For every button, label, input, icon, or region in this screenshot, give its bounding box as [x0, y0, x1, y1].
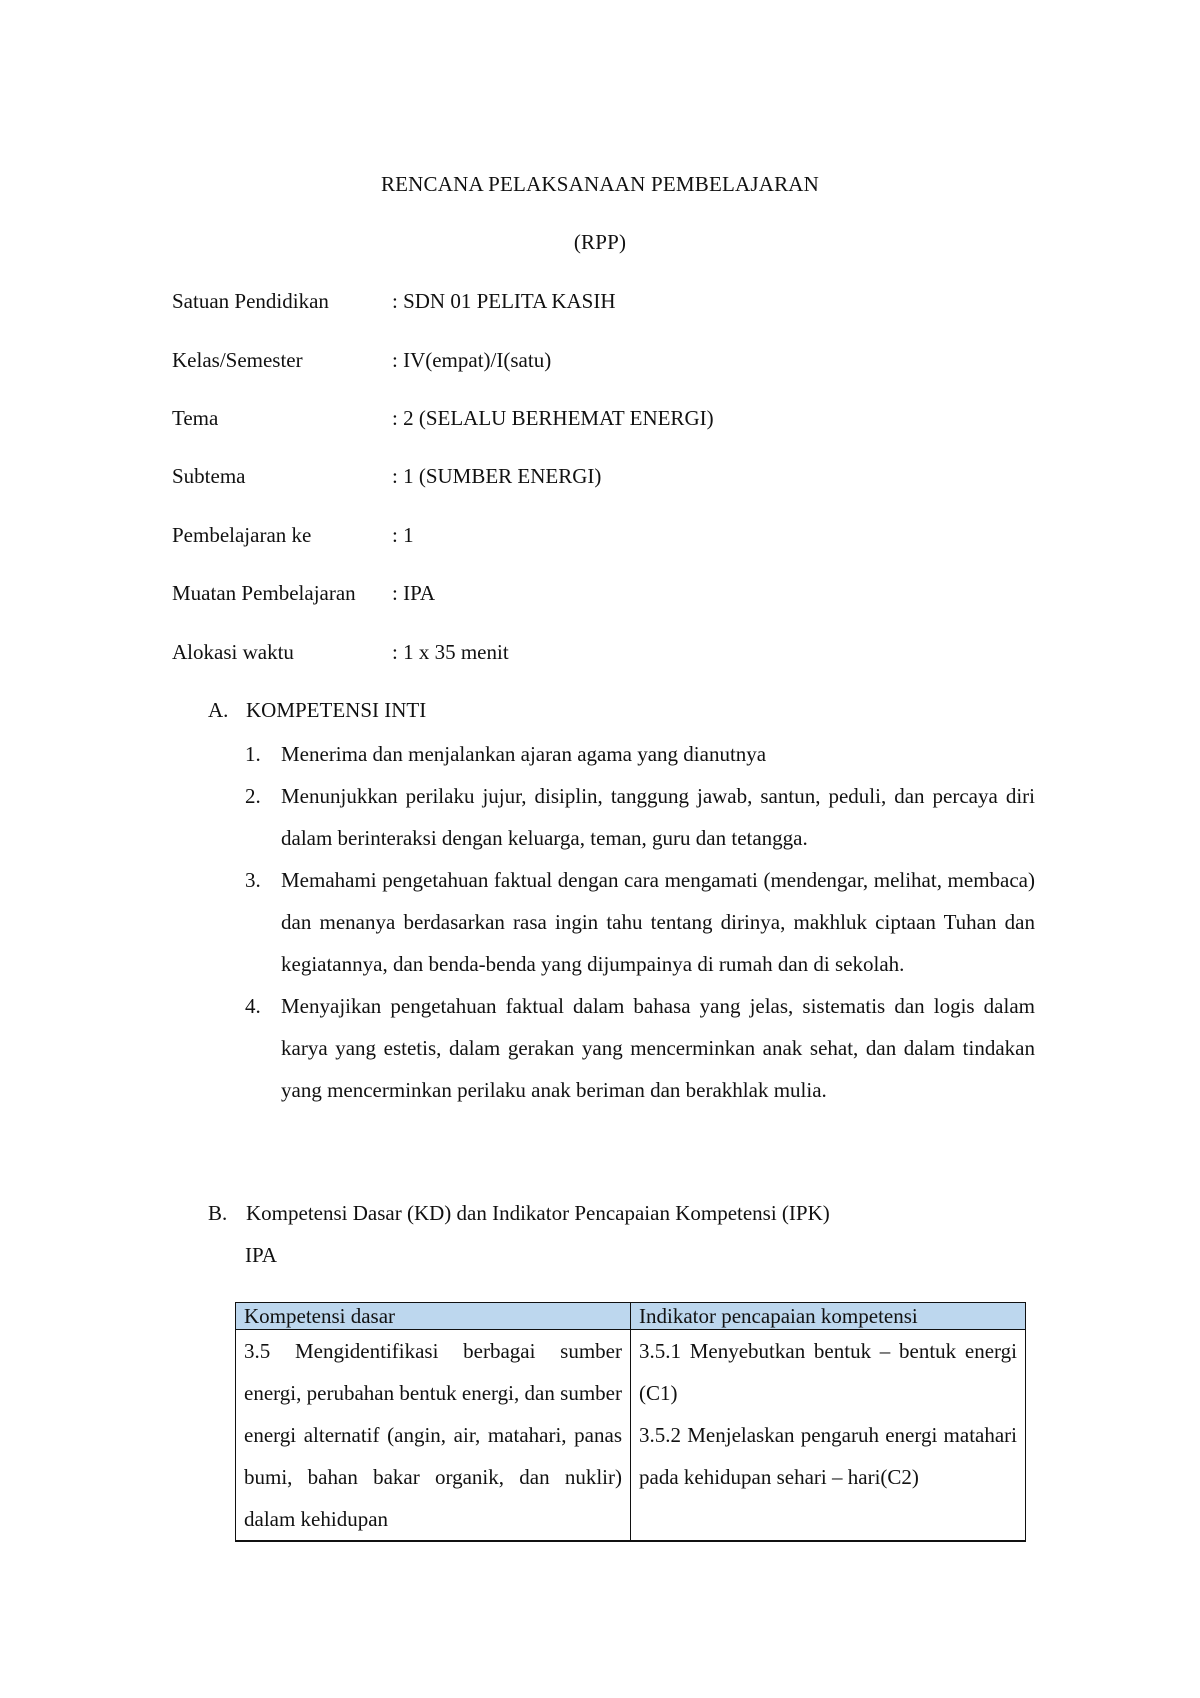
table-header-kd: Kompetensi dasar: [236, 1303, 631, 1330]
list-number: 1.: [245, 742, 261, 766]
list-number: 3.: [245, 868, 261, 892]
identity-value: : 1 x 35 menit: [392, 640, 509, 664]
document-subtitle: (RPP): [573, 230, 627, 254]
identity-label: Tema: [172, 406, 219, 430]
identity-row: [172, 464, 601, 489]
list-number: 4.: [245, 994, 261, 1018]
section-a-heading: [208, 698, 426, 723]
identity-label: Subtema: [172, 464, 246, 488]
identity-row: [172, 523, 414, 548]
list-text: Menerima dan menjalankan ajaran agama yang dianutnya: [281, 742, 767, 766]
identity-row: [172, 289, 616, 314]
subject-label: IPA: [245, 1243, 277, 1267]
kompetensi-inti-list: [245, 733, 1035, 1111]
identity-value: : 2 (SELALU BERHEMAT ENERGI): [392, 406, 714, 430]
identity-label: Satuan Pendidikan: [172, 289, 329, 313]
list-item: [245, 733, 1035, 775]
identity-row: [172, 406, 714, 431]
identity-label: Kelas/Semester: [172, 348, 303, 372]
list-item: [245, 859, 1035, 985]
identity-value: : IPA: [392, 581, 435, 605]
section-b-heading: [208, 1201, 830, 1226]
section-title: Kompetensi Dasar (KD) dan Indikator Pencapaian Kompetensi (IPK): [246, 1201, 830, 1225]
list-item: [245, 985, 1035, 1111]
ipk-item: 3.5.2 Menjelaskan pengaruh energi matahari pada kehidupan sehari – hari(C2): [639, 1423, 1017, 1489]
identity-value: : 1: [392, 523, 414, 547]
list-number: 2.: [245, 784, 261, 808]
table-header-row: [236, 1303, 1026, 1330]
document-title: RENCANA PELAKSANAAN PEMBELAJARAN: [380, 172, 820, 196]
identity-row: [172, 581, 435, 606]
kd-ipk-table: [235, 1302, 1026, 1542]
section-letter: A.: [208, 698, 229, 722]
identity-label: Muatan Pembelajaran: [172, 581, 356, 605]
section-letter: B.: [208, 1201, 228, 1225]
list-text: Menunjukkan perilaku jujur, disiplin, tanggung jawab, santun, peduli, dan percaya diri dalam berinteraksi dengan keluarga, teman, guru dan tetangga.: [281, 784, 1035, 850]
identity-value: : IV(empat)/I(satu): [392, 348, 552, 372]
kd-cell: 3.5 Mengidentifikasi berbagai sumber energi, perubahan bentuk energi, dan sumber energi alternatif (angin, air, matahari, panas bumi, bahan bakar organik, dan nuklir) dalam kehidupan: [236, 1330, 631, 1542]
identity-label: Pembelajaran ke: [172, 523, 312, 547]
list-text: Menyajikan pengetahuan faktual dalam bahasa yang jelas, sistematis dan logis dalam karya yang estetis, dalam gerakan yang mencerminkan anak sehat, dan dalam tindakan yang mencerminkan perilaku anak beriman dan berakhlak mulia.: [281, 994, 1035, 1102]
table-header-ipk: Indikator pencapaian kompetensi: [631, 1303, 1026, 1330]
identity-value: : SDN 01 PELITA KASIH: [392, 289, 616, 313]
list-item: [245, 775, 1035, 859]
identity-row: [172, 348, 551, 373]
ipk-cell: [631, 1330, 1026, 1542]
identity-label: Alokasi waktu: [172, 640, 294, 664]
identity-row: [172, 640, 509, 665]
table-row: [236, 1330, 1026, 1542]
list-text: Memahami pengetahuan faktual dengan cara mengamati (mendengar, melihat, membaca) dan menanya berdasarkan rasa ingin tahu tentang dirinya, makhluk ciptaan Tuhan dan kegiatannya, dan benda-benda yang dijumpainya di rumah dan di sekolah.: [281, 868, 1035, 976]
identity-value: : 1 (SUMBER ENERGI): [392, 464, 602, 488]
ipk-item: 3.5.1 Menyebutkan bentuk – bentuk energi (C1): [639, 1339, 1017, 1405]
section-title: KOMPETENSI INTI: [246, 698, 427, 722]
